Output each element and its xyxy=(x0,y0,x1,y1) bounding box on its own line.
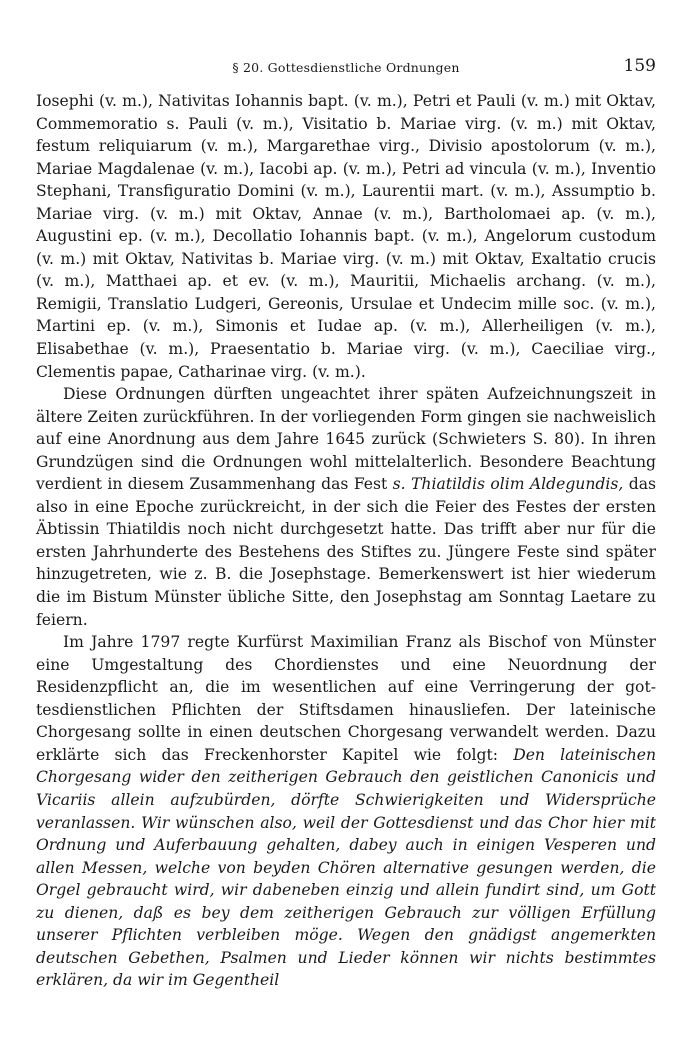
chapter-statement-quote: Den lateinischen Chorgesang wider den zeitherigen Gebrauch den geistlichen Canonicis und Vicariis allein aufzubürden, dörfte Schwierigkeiten und Widersprüche veranlassen. Wir wünschen also, weil der Gottesdienst und das Chor hier mit Ordnung und Auferbauung gehalten, dabey auch in einigen Vesperen und allen Messen, welche von beyden Chören alternative gesungen werden, die Orgel gebraucht wird, wir dabeneben einzig und allein fundirt sind, um Gott zu dienen, daß es bey dem zeitherigen Gebrauch zur völligen Erfüllung unserer Pflichten verbleiben möge. Wegen den gnädigst angemerkten deutschen Gebethen, Psalmen und Lieder können wir nichts bestimmtes erklären, da wir im Gegentheil xyxy=(36,745,657,990)
paragraph-text: das also in eine Epoche zurückreicht, in der sich die Feier des Festes der ersten Äbtissin Thiatildis noch nicht durchgesetzt hatte. Das trifft aber nur für die ersten Jahrhunderte des Bestehens des Stiftes zu. Jüngere Feste sind später hinzugetreten, wie z. B. die Josephstage. Bemerkenswert ist hier wiederum die im Bistum Münster übliche Sitte, den Josephstag am Sonntag Laetare zu feiern. xyxy=(36,475,656,629)
paragraph-text: Diese Ordnungen dürften ungeachtet ihrer späten Aufzeichnungszeit in ältere Zeiten zurückführen. In der vorliegenden Form gingen sie nachweislich auf eine Anordnung aus dem Jahre 1645 zurück (Schwieters S. 80). In ihren Grundzügen sind die Ordnungen wohl mittelalterlich. Besondere Beachtung verdient in diesem Zusammenhang das Fest xyxy=(36,385,656,494)
paragraph-text: Im Jahre 1797 regte Kurfürst Maximilian Franz als Bischof von Münster eine Umgestaltung des Chordienstes und eine Neuordnung der Residenzpflicht an, die im wesentlichen auf eine Verringerung der gottesdienstlichen Pflichten der Stiftsdamen hinausliefen. Der lateinische Chorgesang sollte in einen deutschen Chorgesang verwandelt werden. Dazu erklärte sich das Freckenhorster Kapitel wie folgt: xyxy=(36,633,656,764)
paragraph-reform-1797 xyxy=(36,631,656,992)
page-number: 159 xyxy=(623,56,656,76)
paragraph-feast-list: Iosephi (v. m.), Nativitas Iohannis bapt. (v. m.), Petri et Pauli (v. m.) mit Oktav, Commemoratio s. Pauli (v. m.), Visitatio b. Mariae virg. (v. m.) mit Oktav, festum reliquiarum (v. m.), Margarethae virg., Divisio apostolorum (v. m.), Mariae Magdalenae (v. m.), Iacobi ap. (v. m.), Petri ad vincula (v. m.), Inventio Stephani, Transfiguratio Domini (v. m.), Laurentii mart. (v. m.), Assumptio b. Mariae virg. (v. m.) mit Oktav, Annae (v. m.), Bartholomaei ap. (v. m.), Augustini ep. (v. m.), Decollatio Iohannis bapt. (v. m.), Angelorum custodum (v. m.) mit Oktav, Nativitas b. Mariae virg. (v. m.) mit Oktav, Exaltatio crucis (v. m.), Matthaei ap. et ev. (v. m.), Mauritii, Michaelis archang. (v. m.), Remigii, Translatio Ludgeri, Gereonis, Ursulae et Undecim mille soc. (v. m.), Martini ep. (v. m.), Simonis et Iudae ap. (v. m.), Allerheiligen (v. m.), Elisabethae (v. m.), Praesentatio b. Mariae virg. (v. m.), Caeciliae virg., Clementis papae, Catharinae virg. (v. m.). xyxy=(36,92,656,381)
running-header xyxy=(36,56,656,82)
body-text xyxy=(36,90,656,992)
feast-name-italic: s. Thiatildis olim Aldegundis, xyxy=(392,475,624,494)
paragraph-orders-origin xyxy=(36,383,656,631)
section-title: § 20. Gottesdienstliche Ordnungen xyxy=(232,60,460,75)
